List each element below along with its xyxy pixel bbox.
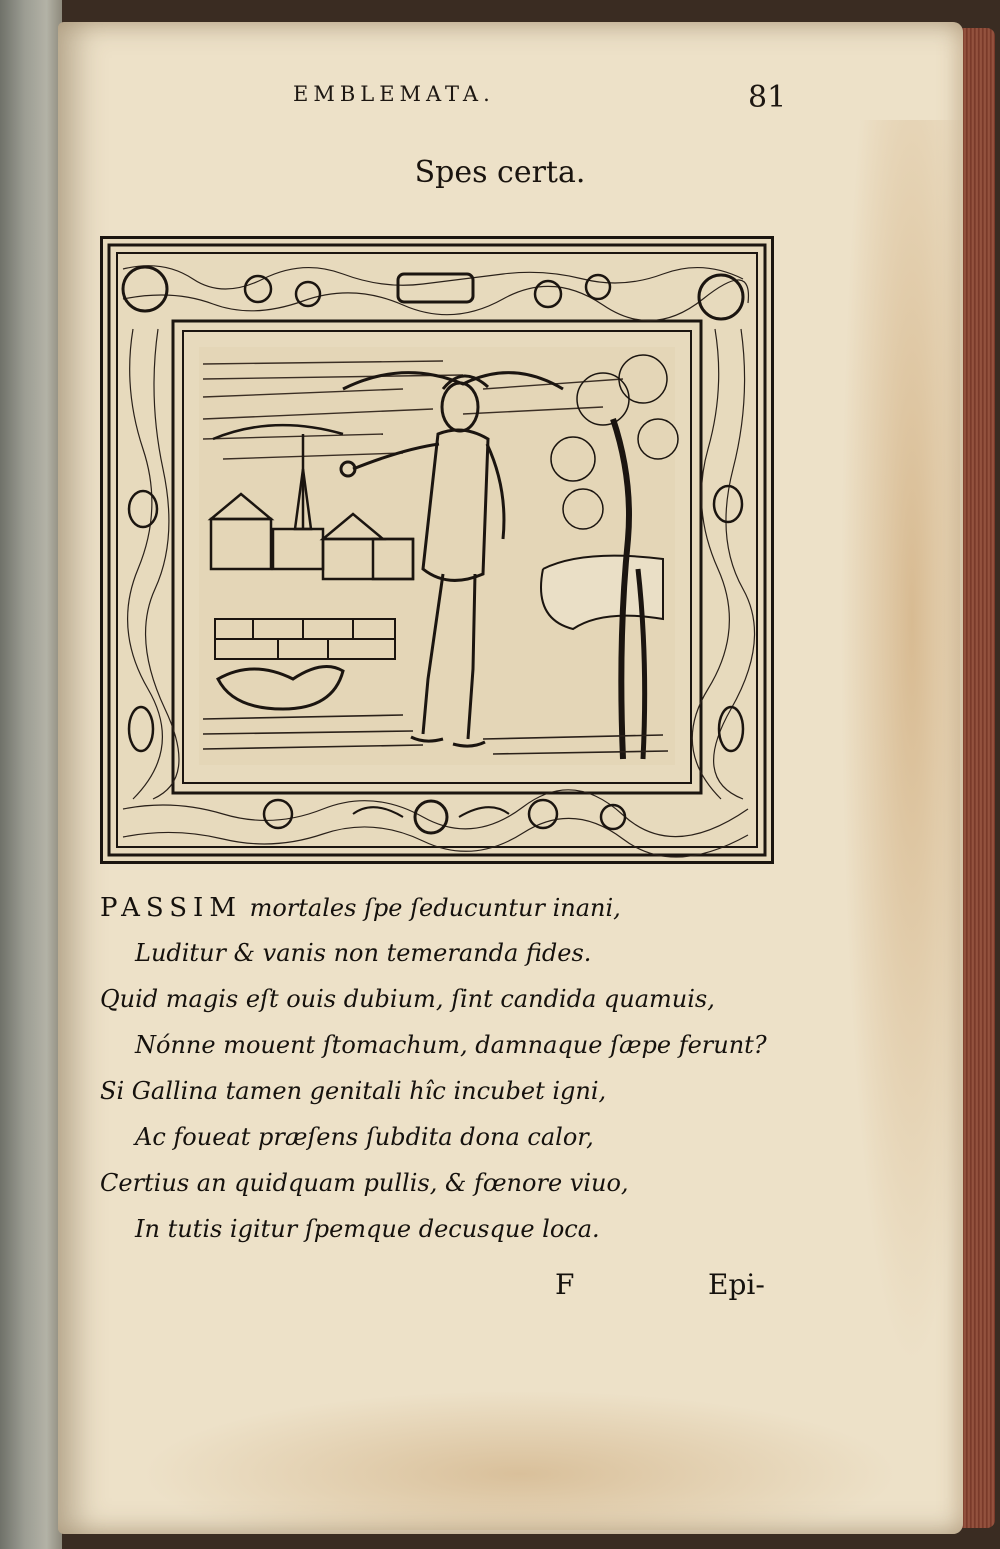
running-head: EMBLEMATA. [293,82,495,106]
signature-mark: F [555,1268,575,1301]
woodcut-drawing [103,239,771,861]
verse-line-6: Ac foueat præſens ſubdita dona calor, [135,1123,594,1151]
catchword: Epi- [708,1268,765,1301]
verse-line-3: Quid magis eſt ouis dubium, ſint candida quamuis, [100,985,715,1013]
verse-line-1-text: mortales ſpe ſeducuntur inani, [241,894,621,922]
verse-line-7: Certius an quidquam pullis, & fœnore viuo, [100,1169,629,1197]
verse-line-5: Si Gallina tamen genitali hîc incubet igni, [100,1077,607,1105]
woodcut-illustration [100,236,774,864]
verse-line-1 [100,893,621,923]
verse-initial: PASSIM [100,893,242,923]
water-stain [840,120,960,1370]
verse-line-4: Nónne mouent ſtomachum, damnaque ſæpe ferunt? [135,1031,767,1059]
verse-line-2: Luditur & vanis non temeranda fides. [135,939,592,967]
page-number: 81 [748,80,787,115]
verse-line-8: In tutis igitur ſpemque decusque loca. [135,1215,600,1243]
foxing-stain [140,1390,900,1530]
emblem-motto: Spes certa. [414,155,586,190]
book-spine-left [0,0,62,1549]
